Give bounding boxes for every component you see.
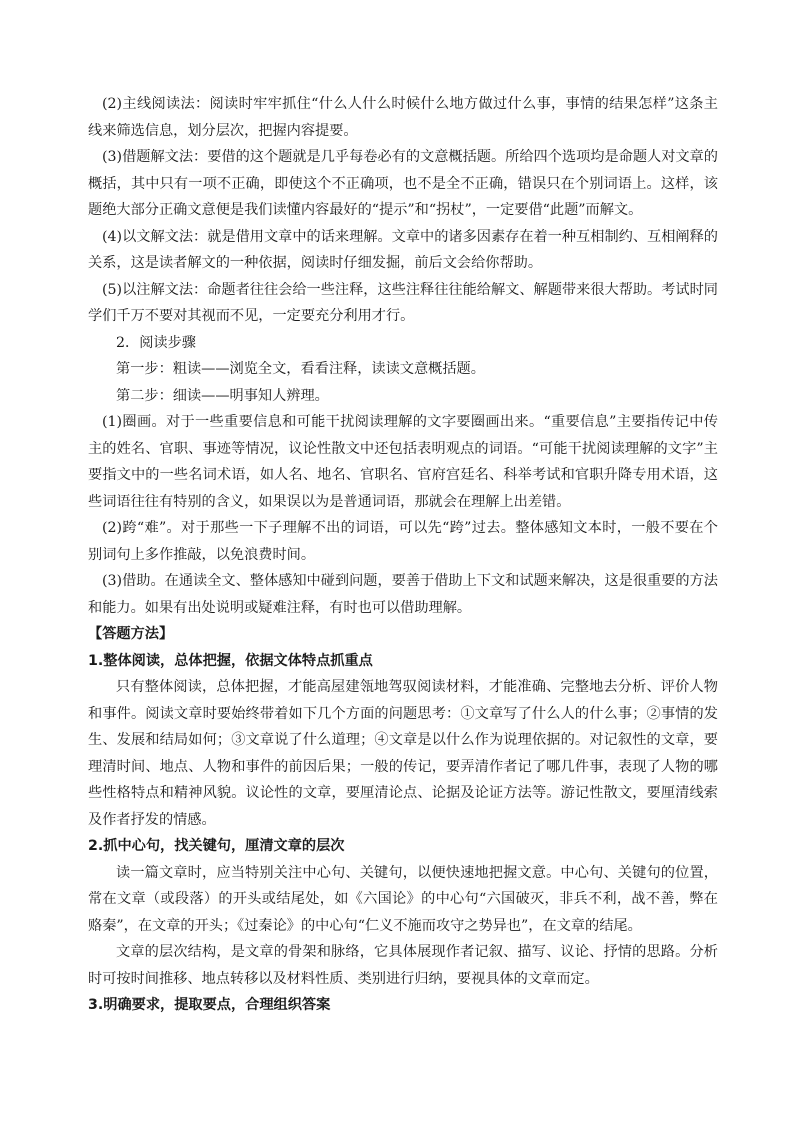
paragraph-step-one: 第一步：粗读——浏览全文，看看注释，读读文意概括题。 <box>116 361 485 377</box>
paragraph-circle: (1)圈画。对于一些重要信息和可能干扰阅读理解的文字要圈画出来。“重要信息”主要指传记中传主的姓名、官职、事迹等情况，议论性散文中还包括表明观点的词语。“可能干扰阅读理解的文字”主要指文中的一些名词术语，如人名、地名、官职名、官府宫廷名、科举考试和官职升降专用术语，这些词语往往有特别的含义，如果误以为是普通词语，那就会在理解上出差错。 <box>88 414 718 510</box>
subsection-1-title: 1.整体阅读，总体把握，依据文体特点抓重点 <box>88 652 373 669</box>
subsection-3-title: 3.明确要求，提取要点，合理组织答案 <box>88 997 331 1013</box>
paragraph-text-method: (4)以文解文法：就是借用文章中的话来理解。文章中的诸多因素存在着一种互相制约、互相阐释的关系，这是读者解文的一种依据，阅读时仔细发掘，前后文会给你帮助。 <box>88 228 718 271</box>
section-heading: 【答题方法】 <box>88 626 174 642</box>
paragraph-skip: (2)跨“难”。对于那些一下子理解不出的词语，可以先“跨”过去。整体感知文本时，一般不要在个别词句上多作推敲，以免浪费时间。 <box>88 520 718 563</box>
paragraph-borrow: (3)借助。在通读全文、整体感知中碰到问题，要善于借助上下文和试题来解决，这是很重要的方法和能力。如果有出处说明或疑难注释，有时也可以借助理解。 <box>88 573 718 616</box>
subsection-1-body: 只有整体阅读，总体把握，才能高屋建瓴地驾驭阅读材料，才能准确、完整地去分析、评价人物和事件。阅读文章时要始终带着如下几个方面的问题思考：①文章写了什么人的什么事；②事情的发生、发展和结局如何；③文章说了什么道理；④文章是以什么作为说理依据的。对记叙性的文章，要理清时间、地点、人物和事件的前因后果；一般的传记，要弄清作者记了哪几件事，表现了人物的哪些性格特点和精神风貌。议论性的文章，要厘清论点、论据及论证方法等。游记性散文，要厘清线索及作者抒发的情感。 <box>88 679 718 828</box>
paragraph-annotation-method: (5)以注解文法：命题者往往会给一些注释，这些注释往往能给解文、解题带来很大帮助。考试时同学们千万不要对其视而不见，一定要充分利用才行。 <box>88 281 718 324</box>
subsection-2-title: 2.抓中心句，找关键句，厘清文章的层次 <box>88 838 345 854</box>
subsection-2-body-2: 文章的层次结构，是文章的骨架和脉络，它具体展现作者记叙、描写、议论、抒情的思路。分析时可按时间推移、地点转移以及材料性质、类别进行归纳，要视具体的文章而定。 <box>88 944 718 987</box>
paragraph-main-thread-method: (2)主线阅读法：阅读时牢牢抓住“什么人什么时候什么地方做过什么事，事情的结果怎样”这条主线来筛选信息，划分层次，把握内容提要。 <box>88 96 718 139</box>
paragraph-question-method: (3)借题解文法：要借的这个题就是几乎每卷必有的文意概括题。所给四个选项均是命题人对文章的概括，其中只有一项不正确，即使这个不正确项，也不是全不正确，错误只在个别词语上。这样，该题绝大部分正确文意便是我们读懂内容最好的“提示”和“拐杖”，一定要借“此题”而解文。 <box>88 149 718 218</box>
paragraph-step-two: 第二步：细读——明事知人辨理。 <box>116 387 329 404</box>
document-page <box>88 91 718 1019</box>
paragraph-reading-steps: 2．阅读步骤 <box>116 334 196 351</box>
subsection-2-body-1: 读一篇文章时，应当特别关注中心句、关键句，以便快速地把握文意。中心句、关键句的位置，常在文章（或段落）的开头或结尾处，如《六国论》的中心句“六国破灭，非兵不利，战不善，弊在赂秦”，在文章的开头；《过秦论》的中心句“仁义不施而攻守之势异也”，在文章的结尾。 <box>88 864 718 934</box>
